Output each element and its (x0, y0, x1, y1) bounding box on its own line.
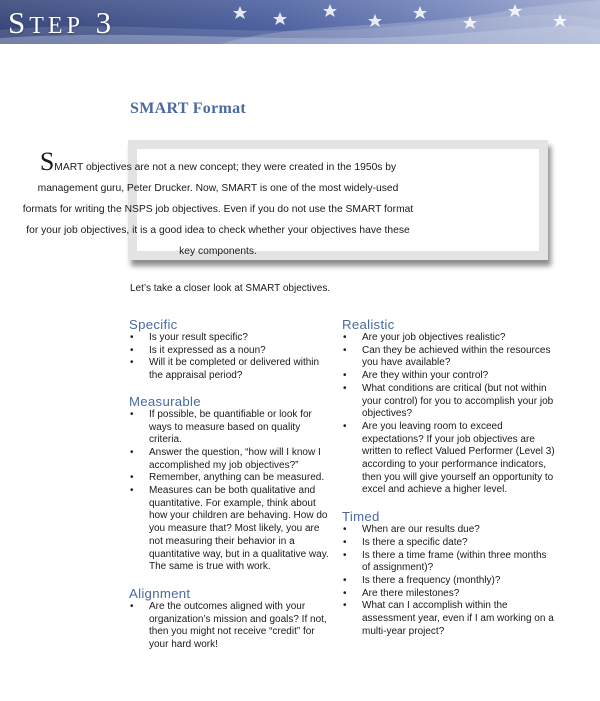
alignment-list (129, 601, 334, 652)
list-item: • If possible, be quantifiable or look for ways to measure based on quality criteria. (129, 409, 334, 447)
list-item: • Will it be completed or delivered within the appraisal period? (129, 357, 334, 382)
list-item: • Can they be achieved within the resources you have available? (342, 345, 557, 370)
list-item: • Answer the question, “how will I know I accomplished my job objectives?” (129, 447, 334, 472)
list-item: • Are the outcomes aligned with your organization’s mission and goals? If not, then you might not receive “credit” for your hard work! (129, 601, 334, 652)
intro-text: Let’s take a closer look at SMART objectives. (130, 283, 331, 294)
list-item: • Are they within your control? (342, 370, 557, 383)
timed-list (342, 524, 557, 638)
list-item: • Is there a specific date? (342, 537, 557, 550)
header-banner (0, 0, 600, 44)
list-item: • Are you leaving room to exceed expectations? If your job objectives are written to reflect Valued Performer (Level 3) according to your performance indicators, then you will give yourself an opportunity to excel and achieve a higher level. (342, 421, 557, 497)
section-heading-measurable: Measurable (129, 393, 201, 409)
list-item: • When are our results due? (342, 524, 557, 537)
section-heading-specific: Specific (129, 317, 178, 332)
section-heading-realistic: Realistic (342, 317, 395, 332)
section-heading-timed: Timed (342, 509, 380, 525)
section-heading-alignment: Alignment (129, 585, 191, 601)
list-item: • Are there milestones? (342, 588, 557, 601)
list-item: • Is your result specific? (129, 332, 334, 345)
specific-list (129, 332, 334, 383)
callout-body: MART objectives are not a new concept; they were created in the 1950s by management guru, Peter Drucker. Now, SMART is one of the most widely-used formats for writing the NSPS job objectives. Even if you do not use the SMART format for your job objectives, it is a good idea to check whether your objectives have these key components. (22, 162, 414, 257)
right-column (342, 317, 557, 638)
list-item: • Is there a time frame (within three months of assignment)? (342, 550, 557, 575)
step-heading: STEP 3 (8, 5, 116, 40)
list-item: • Are your job objectives realistic? (342, 332, 557, 345)
drop-cap: S (39, 147, 55, 176)
measurable-list (129, 409, 334, 574)
callout-text (20, 147, 416, 262)
list-item: • Remember, anything can be measured. (129, 472, 334, 485)
realistic-list (342, 332, 557, 497)
list-item: • What conditions are critical (but not within your control) for you to accomplish your job objectives? (342, 383, 557, 421)
list-item: • Is there a frequency (monthly)? (342, 575, 557, 588)
page-title: SMART Format (130, 100, 247, 117)
left-column (129, 317, 334, 652)
list-item: • Is it expressed as a noun? (129, 345, 334, 358)
list-item: • What can I accomplish within the assessment year, even if I am working on a multi-year project? (342, 600, 557, 638)
list-item: • Measures can be both qualitative and quantitative. For example, think about how your children are behaving. How do you measure that? Most likely, you are not measuring their behavior in a quantitative way, but in a qualitative way. The same is true with work. (129, 485, 334, 574)
